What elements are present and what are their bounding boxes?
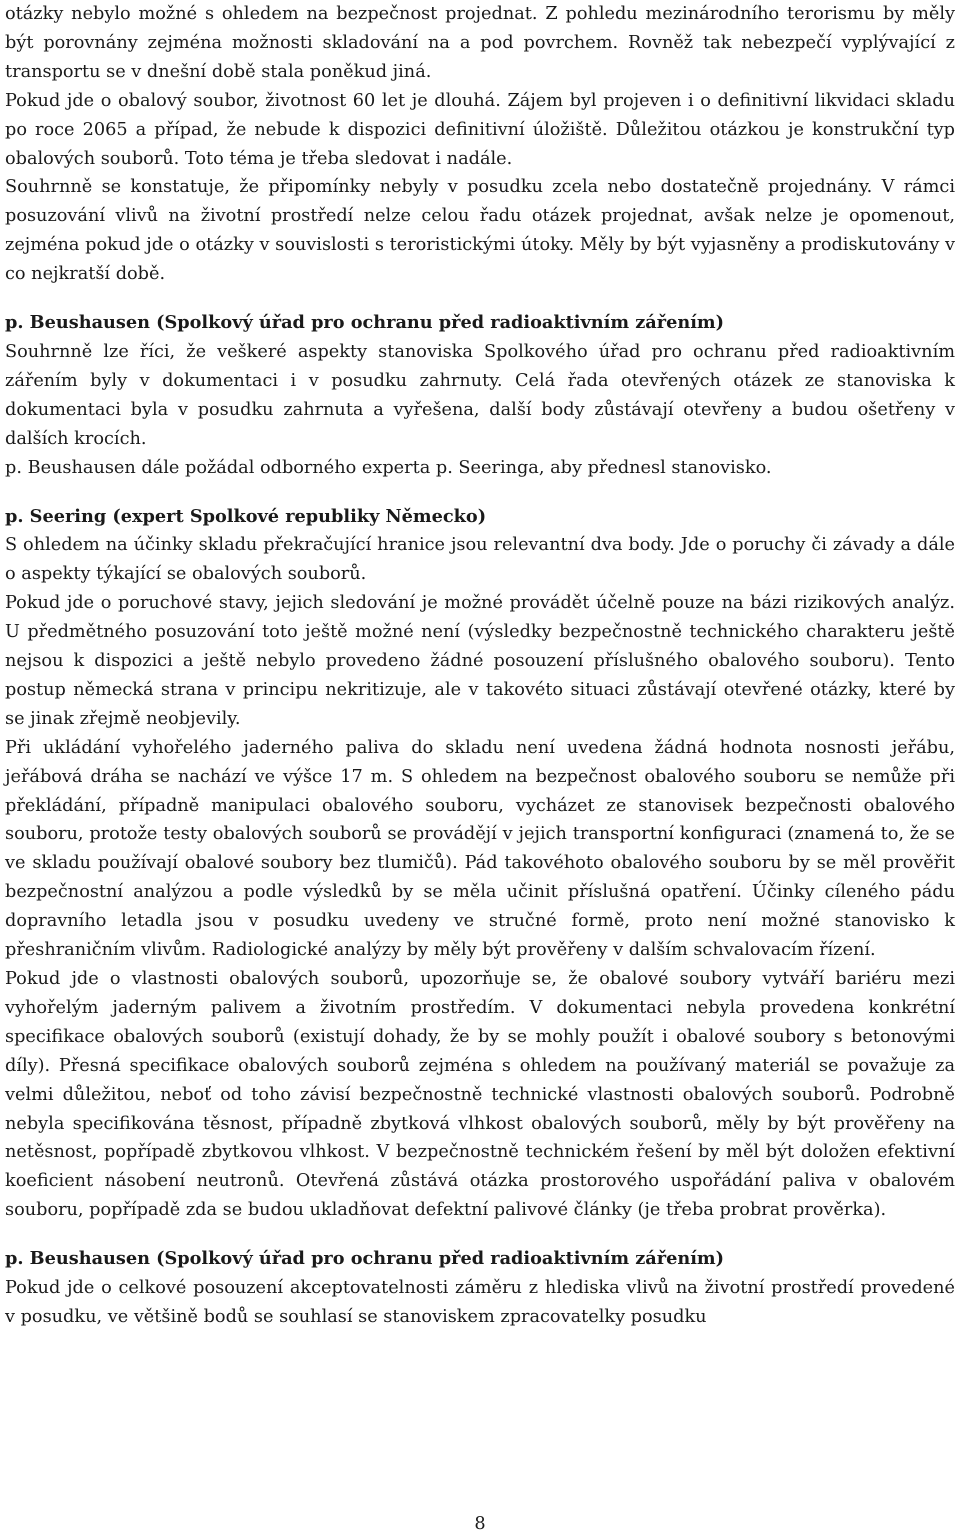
document-page [5,0,955,1332]
section-heading: p. Beushausen (Spolkový úřad pro ochranu před radioaktivním zářením) [5,1248,724,1270]
paragraph: Souhrnně se konstatuje, že připomínky nebyly v posudku zcela nebo dostatečně projednány. V rámci posuzování vlivů na životní prostředí nelze celou řadu otázek projednat, avšak nelze je opomenout, zejména pokud jde o otázky v souvislosti s teroristickými útoky. Měly by být vyjasněny a prodiskutovány v co nejkratší době. [5,177,955,285]
paragraph: p. Beushausen dále požádal odborného experta p. Seeringa, aby přednesl stanovisko. [5,457,772,478]
paragraph: Pokud jde o poruchové stavy, jejich sledování je možné provádět účelně pouze na bázi rizikových analýz. U předmětného posuzování toto ještě možné není (výsledky bezpečnostně technického charakteru ještě nejsou k dispozici a ještě nebylo provedeno žádné posouzení příslušného obalového souboru). Tento postup německá strana v principu nekritizuje, ale v takovéto situaci zůstávají otevřené otázky, které by se jinak zřejmě neobjevily. [5,593,955,729]
paragraph: Pokud jde o vlastnosti obalových souborů, upozorňuje se, že obalové soubory vytváří bariéru mezi vyhořelým jaderným palivem a životním prostředím. V dokumentaci nebyla provedena konkrétní specifikace obalových souborů (existují dohady, že by se mohly použít i obalové soubory s betonovými díly). Přesná specifikace obalových souborů zejména s ohledem na používaný materiál se považuje za velmi důležitou, neboť od toho závisí bezpečnostně technické vlastnosti obalových souborů. Podrobně nebyla specifikována těsnost, případně zbytková vlhkost obalových souborů, měly by být prověřeny na netěsnost, popřípadě zbytkovou vlhkost. V bezpečnostně technickém řešení by měl být doložen efektivní koeficient násobení neutronů. Otevřená zůstává otázka prostorového uspořádání paliva v obalovém souboru, popřípadě zda se budou ukladňovat defektní palivové články (je třeba probrat prověrka). [5,969,955,1221]
section-heading: p. Beushausen (Spolkový úřad pro ochranu před radioaktivním zářením) [5,312,724,334]
opening-block [5,0,955,289]
section-beushausen-2 [5,1245,955,1332]
section-seering [5,503,955,1226]
paragraph: Souhrnně lze říci, že veškeré aspekty stanoviska Spolkového úřad pro ochranu před radioaktivním zářením byly v dokumentaci i v posudku zahrnuty. Celá řada otevřených otázek ze stanoviska k dokumentaci byla v posudku zahrnuta a vyřešena, další body zůstávají otevřeny a budou ošetřeny v dalších krocích. [5,341,955,449]
section-gap [5,1225,955,1245]
section-gap [5,483,955,503]
paragraph: Pokud jde o celkové posouzení akceptovatelnosti záměru z hlediska vlivů na životní prostředí provedené v posudku, ve většině bodů se souhlasí se stanoviskem zpracovatelky posudku [5,1278,955,1327]
page-number: 8 [474,1514,486,1534]
section-gap [5,289,955,309]
section-beushausen-1 [5,309,955,482]
paragraph: Pokud jde o obalový soubor, životnost 60 let je dlouhá. Zájem byl projeven i o definitivní likvidaci skladu po roce 2065 a případ, že nebude k dispozici definitivní úložiště. Důležitou otázkou je konstrukční typ obalových souborů. Toto téma je třeba sledovat i nadále. [5,90,955,169]
paragraph: S ohledem na účinky skladu překračující hranice jsou relevantní dva body. Jde o poruchy či závady a dále o aspekty týkající se obalových souborů. [5,535,955,585]
paragraph: Při ukládání vyhořelého jaderného paliva do skladu není uvedena žádná hodnota nosnosti jeřábu, jeřábová dráha se nachází ve výšce 17 m. S ohledem na bezpečnost obalového souboru se nemůže při překládání, případně manipulaci obalového souboru, vycházet ze stanovisek bezpečnosti obalového souboru, protože testy obalových souborů se provádějí v jejich transportní konfiguraci (znamená to, že se ve skladu používají obalové soubory bez tlumičů). Pád takovéhoto obalového souboru by se měl prověřit bezpečnostní analýzou a podle výsledků by se měla učinit příslušná opatření. Účinky cíleného pádu dopravního letadla jsou v posudku uvedeny ve stručné formě, proto není možné stanovisko k přeshraničním vlivům. Radiologické analýzy by měly být prověřeny v dalším schvalovacím řízení. [5,737,955,961]
paragraph: otázky nebylo možné s ohledem na bezpečnost projednat. Z pohledu mezinárodního terorismu by měly být porovnány zejména možnosti skladování na a pod povrchem. Rovněž tak nebezpečí vyplývající z transportu se v dnešní době stala poněkud jiná. [5,4,955,82]
section-heading: p. Seering (expert Spolkové republiky Německo) [5,505,487,527]
